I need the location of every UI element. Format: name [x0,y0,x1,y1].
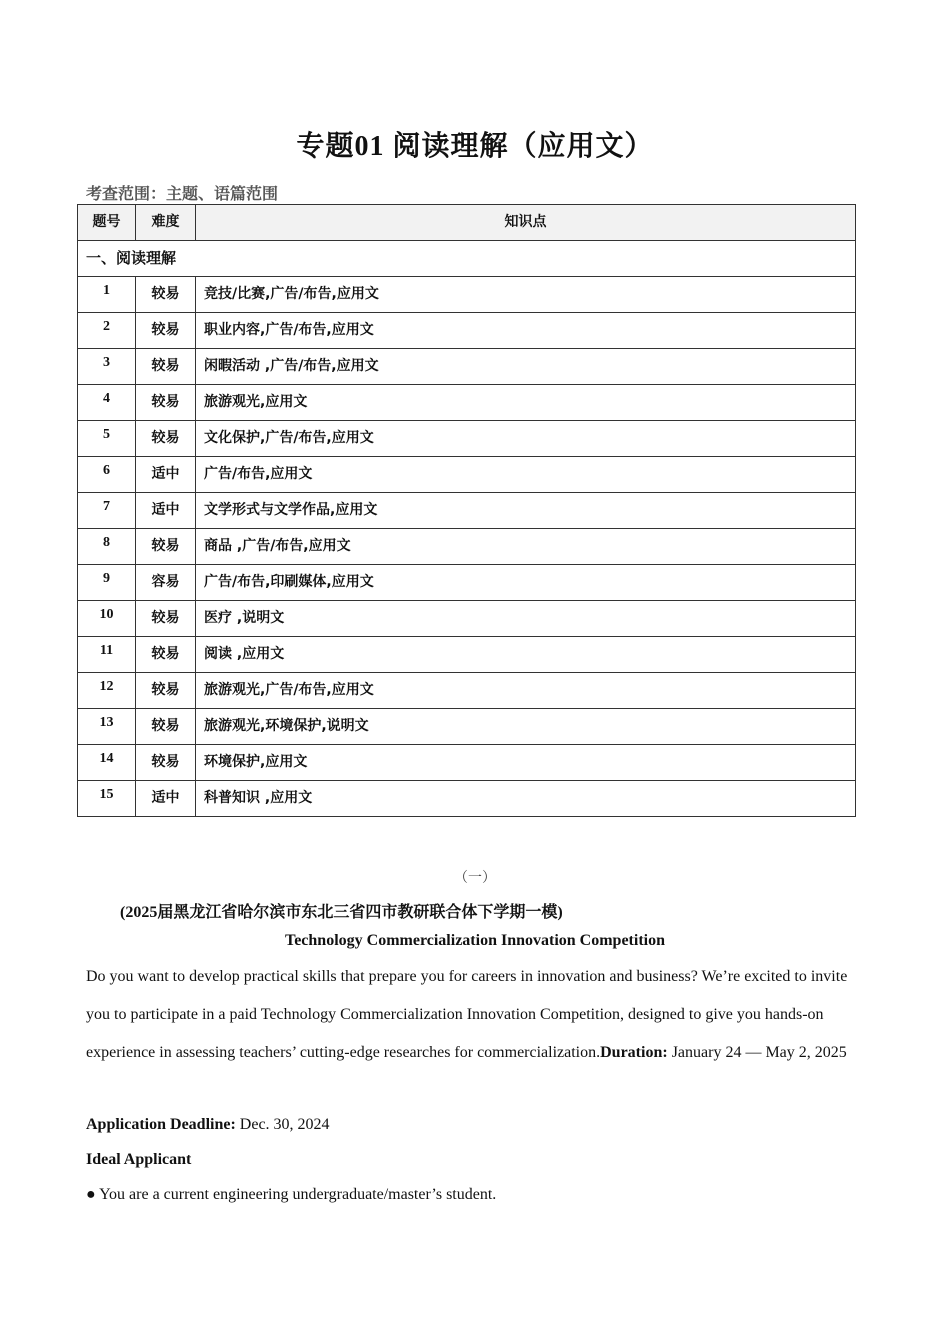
row-num: 10 [78,601,136,637]
row-num: 6 [78,457,136,493]
table-row [78,421,856,457]
header-points: 知识点 [196,205,856,241]
row-num: 7 [78,493,136,529]
table-row [78,313,856,349]
row-num: 2 [78,313,136,349]
ideal-heading-text: Ideal Applicant [86,1151,192,1168]
table-row [78,529,856,565]
row-num: 12 [78,673,136,709]
row-points: 商品 ,广告/布告,应用文 [196,529,856,565]
row-difficulty: 较易 [136,313,196,349]
row-difficulty: 较易 [136,709,196,745]
row-points: 广告/布告,应用文 [196,457,856,493]
table-row [78,709,856,745]
row-num: 13 [78,709,136,745]
row-points: 科普知识 ,应用文 [196,781,856,817]
row-points: 旅游观光,环境保护,说明文 [196,709,856,745]
ideal-applicant-heading [86,1151,191,1169]
table-row [78,457,856,493]
row-difficulty: 较易 [136,277,196,313]
row-points: 职业内容,广告/布告,应用文 [196,313,856,349]
row-points: 旅游观光,广告/布告,应用文 [196,673,856,709]
table-row [78,637,856,673]
header-difficulty: 难度 [136,205,196,241]
table-row [78,349,856,385]
row-num: 14 [78,745,136,781]
bullet-text: You are a current engineering undergraduate/master’s student. [95,1186,497,1203]
row-num: 4 [78,385,136,421]
row-num: 9 [78,565,136,601]
page-title: 专题01 阅读理解（应用文） [296,131,654,162]
row-points: 文学形式与文学作品,应用文 [196,493,856,529]
section-label: 一、阅读理解 [78,241,856,277]
row-difficulty: 适中 [136,457,196,493]
row-points: 旅游观光,应用文 [196,385,856,421]
table-row [78,745,856,781]
row-num: 1 [78,277,136,313]
part-number: （一） [454,871,496,886]
table-row [78,565,856,601]
duration-value: January 24 — May 2, 2025 [667,1044,847,1061]
table-row [78,385,856,421]
row-difficulty: 较易 [136,745,196,781]
deadline-line [86,1116,330,1134]
table-row [78,601,856,637]
row-num: 11 [78,637,136,673]
row-difficulty: 适中 [136,493,196,529]
row-difficulty: 较易 [136,421,196,457]
row-points: 闲暇活动 ,广告/布告,应用文 [196,349,856,385]
intro-paragraph [86,958,864,1072]
row-points: 医疗 ,说明文 [196,601,856,637]
table-row [78,673,856,709]
intro-text: Do you want to develop practical skills that prepare you for careers in innovation and business? We’re excited to invite you to participate in a paid Technology Commercialization Innovation Competition, designed to give you hands-on experience in assessing teachers’ cutting-edge researches for commercialization. [86,968,848,1061]
row-difficulty: 适中 [136,781,196,817]
row-difficulty: 较易 [136,601,196,637]
row-difficulty: 较易 [136,349,196,385]
row-points: 广告/布告,印刷媒体,应用文 [196,565,856,601]
header-num: 题号 [78,205,136,241]
row-points: 阅读 ,应用文 [196,637,856,673]
duration-label: Duration: [600,1044,668,1061]
deadline-value: Dec. 30, 2024 [235,1116,330,1133]
table-header-row [78,205,856,241]
row-num: 8 [78,529,136,565]
passage-source: (2025届黑龙江省哈尔滨市东北三省四市教研联合体下学期一模) [120,904,563,921]
row-difficulty: 容易 [136,565,196,601]
row-points: 文化保护,广告/布告,应用文 [196,421,856,457]
section-row [78,241,856,277]
row-points: 环境保护,应用文 [196,745,856,781]
scope-label: 考查范围：主题、语篇范围 [86,184,279,203]
row-difficulty: 较易 [136,529,196,565]
row-difficulty: 较易 [136,385,196,421]
deadline-label: Application Deadline: [86,1116,236,1133]
table-row [78,493,856,529]
row-difficulty: 较易 [136,637,196,673]
table-row [78,781,856,817]
table-row [78,277,856,313]
knowledge-point-table [77,204,856,817]
row-num: 3 [78,349,136,385]
bullet-item [86,1186,496,1204]
row-difficulty: 较易 [136,673,196,709]
passage-title: Technology Commercialization Innovation Competition [284,932,665,949]
bullet-icon: ● [86,1186,96,1203]
row-num: 5 [78,421,136,457]
row-num: 15 [78,781,136,817]
row-points: 竞技/比赛,广告/布告,应用文 [196,277,856,313]
